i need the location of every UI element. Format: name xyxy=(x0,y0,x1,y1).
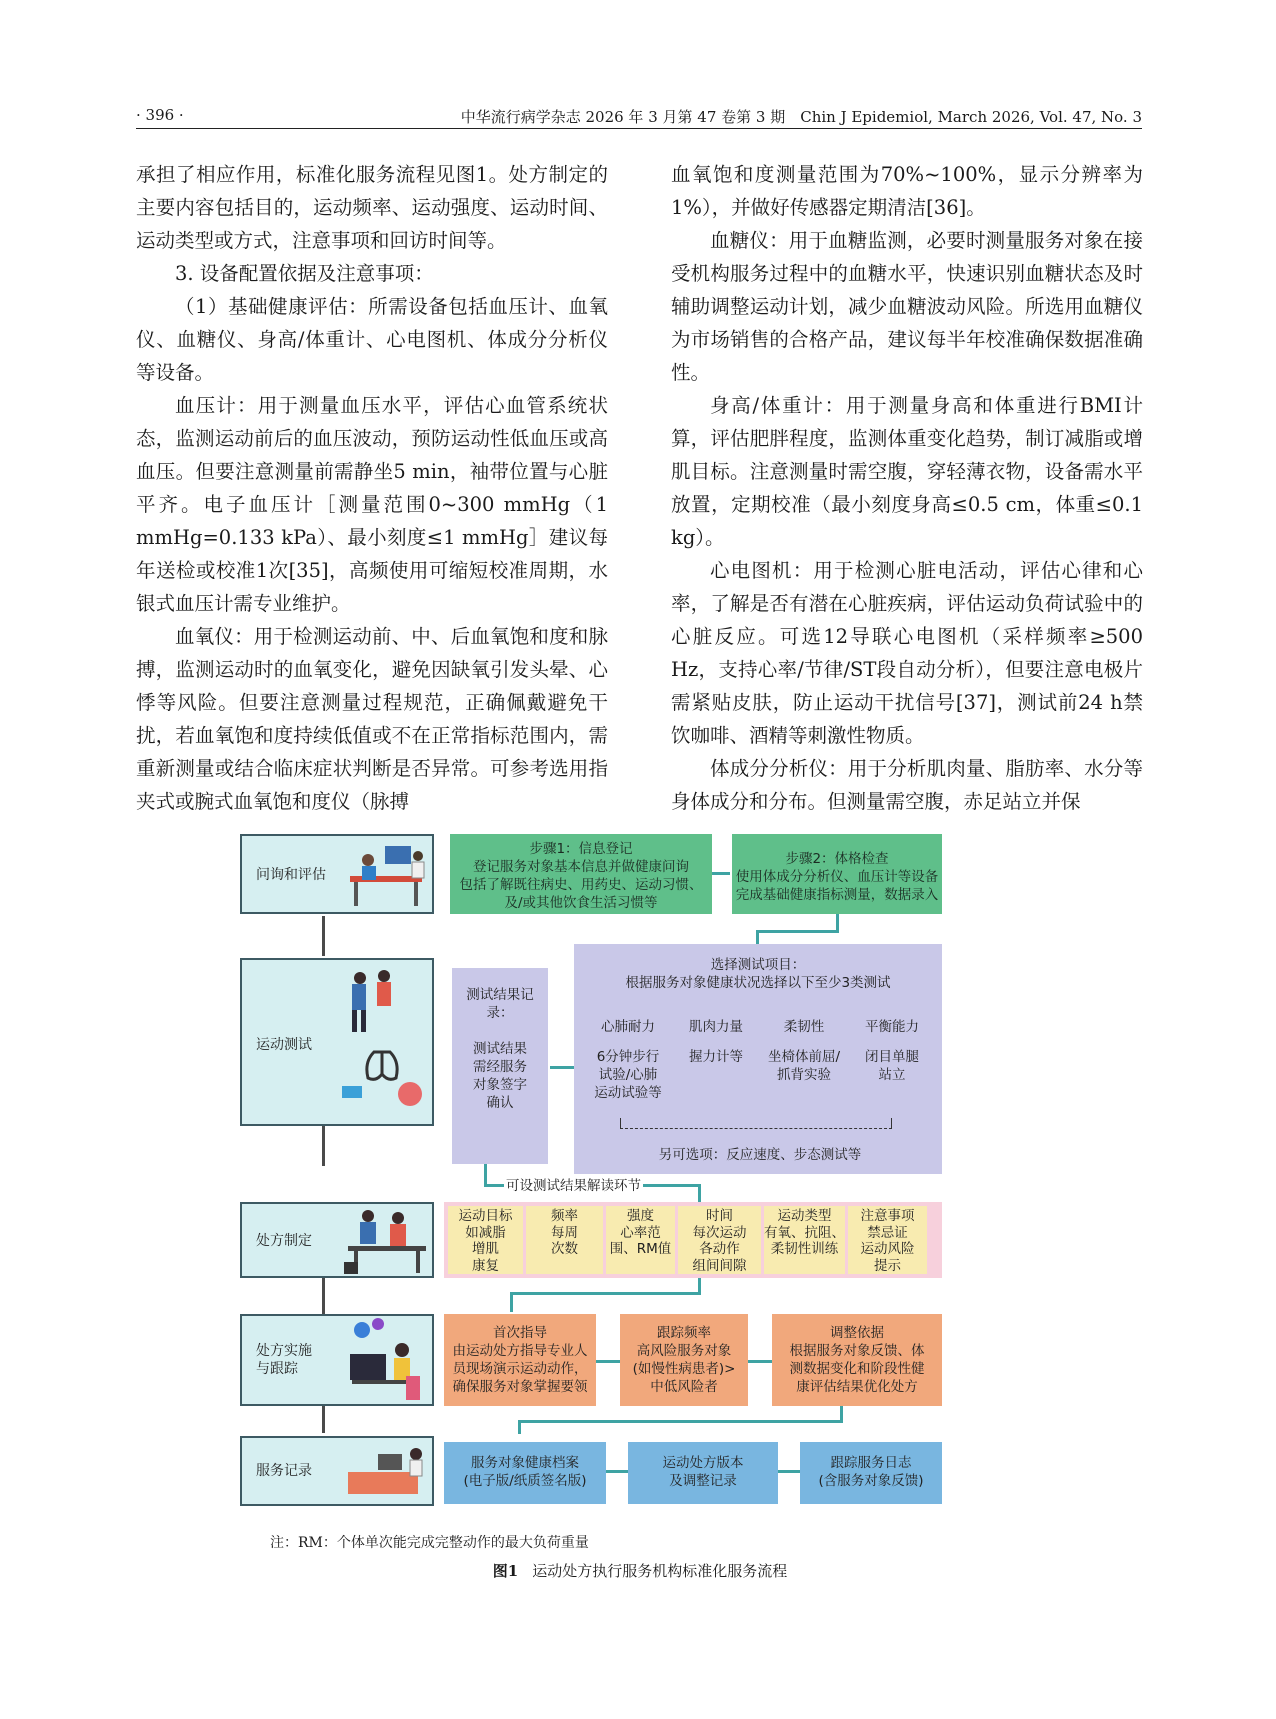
test-category xyxy=(848,1018,936,1084)
prescription-item: 注意事项 禁忌证 运动风险 提示 xyxy=(848,1206,927,1274)
stage-exercise-test xyxy=(240,958,434,1126)
step2-physical-exam: 步骤2：体格检查 使用体成分分析仪、血压计等设备 完成基础健康指标测量，数据录入 xyxy=(732,834,942,914)
figure-note: 注：RM：个体单次能完成完整动作的最大负荷重量 xyxy=(270,1535,589,1551)
test-category-name: 平衡能力 xyxy=(865,1019,919,1035)
implementation-icon xyxy=(342,1318,432,1406)
stage-implementation-tracking xyxy=(240,1314,434,1406)
interpret-note: 可设测试结果解读环节 xyxy=(504,1174,643,1194)
test-item: 坐椅体前屈/ 抓背实验 xyxy=(767,1049,841,1083)
test-item: 握力计等 xyxy=(689,1049,743,1065)
exercise-test-icon xyxy=(340,966,430,1116)
test-category-name: 心肺耐力 xyxy=(601,1019,655,1035)
test-result-record: 测试结果记录： 测试结果 需经服务 对象签字 确认 xyxy=(452,968,548,1164)
paragraph: 血压计：用于测量血压水平，评估心血管系统状态，监测运动前后的血压波动，预防运动性低血压或高血压。但要注意测量前需静坐5 min，袖带位置与心脏平齐。电子血压计［测量范围0~300 mmHg（1 mmHg=0.133 kPa）、最小刻度≤1 mmHg］建议每年送检或校准1次[35]，高频使用可缩短校准周期，水银式血压计需专业维护。 xyxy=(136,394,608,615)
test-item: 6分钟步行 试验/心肺 运动试验等 xyxy=(594,1049,662,1101)
paragraph: 身高/体重计：用于测量身高和体重进行BMI计算，评估肥胖程度，监测体重变化趋势，制订减脂或增肌目标。注意测量时需空腹，穿轻薄衣物，设备需水平放置，定期校准（最小刻度身高≤0.5 cm，体重≤0.1 kg）。 xyxy=(671,394,1143,549)
figure-caption: 图1 运动处方执行服务机构标准化服务流程 xyxy=(492,1562,788,1580)
record-item: 跟踪服务日志 (含服务对象反馈) xyxy=(800,1442,942,1504)
right-column xyxy=(671,158,1143,818)
stage-label: 运动测试 xyxy=(256,1037,312,1053)
implementation-step: 调整依据 根据服务对象反馈、体 测数据变化和阶段性健 康评估结果优化处方 xyxy=(772,1314,942,1406)
select-test-items: 选择测试项目： 根据服务对象健康状况选择以下至少3类测试 心肺耐力 6分钟步行 试验/心肺 运动试验等 肌肉力量 握力计等 柔韧性 坐椅体前屈/ 抓背实验 平衡能力 闭目单腿 站立 另可选项：反应速度、步态测试等 xyxy=(574,944,942,1174)
prescription-item: 强度 心率范 围、RM值 xyxy=(606,1206,675,1274)
prescription-item: 时间 每次运动 各动作 组间间隙 xyxy=(678,1206,761,1274)
test-category xyxy=(672,1018,760,1066)
paragraph: 3. 设备配置依据及注意事项： xyxy=(175,262,434,285)
stage-inquiry-assessment xyxy=(240,834,434,914)
stage-label: 处方实施 与跟踪 xyxy=(256,1343,312,1377)
test-category xyxy=(584,1018,672,1102)
paragraph: 承担了相应作用，标准化服务流程见图1。处方制定的主要内容包括目的，运动频率、运动强度、运动时间、运动类型或方式，注意事项和回访时间等。 xyxy=(136,163,608,252)
stage-label: 问询和评估 xyxy=(256,867,326,883)
prescription-contents xyxy=(444,1202,942,1278)
stage-service-record xyxy=(240,1436,434,1506)
stage-prescription xyxy=(240,1202,434,1278)
implementation-step: 首次指导 由运动处方指导专业人 员现场演示运动动作， 确保服务对象掌握要领 xyxy=(444,1314,596,1406)
figure-1-flowchart xyxy=(240,834,1040,1580)
test-category-name: 柔韧性 xyxy=(783,1019,825,1035)
paragraph: （1）基础健康评估：所需设备包括血压计、血氧仪、血糖仪、身高/体重计、心电图机、体成分分析仪等设备。 xyxy=(136,295,608,384)
left-column xyxy=(136,158,608,818)
paragraph: 血氧仪：用于检测运动前、中、后血氧饱和度和脉搏，监测运动时的血氧变化，避免因缺氧引发头晕、心悸等风险。但要注意测量过程规范，正确佩戴避免干扰，若血氧饱和度持续低值或不在正常指标范围内，需重新测量或结合临床症状判断是否异常。可参考选用指夹式或腕式血氧饱和度仪（脉搏 xyxy=(136,625,608,813)
running-header xyxy=(136,104,1142,129)
record-item: 运动处方版本 及调整记录 xyxy=(628,1442,778,1504)
test-item: 闭目单腿 站立 xyxy=(865,1049,919,1083)
prescription-item: 运动类型 有氧、抗阻、 柔韧性训练 xyxy=(764,1206,845,1274)
paragraph: 体成分分析仪：用于分析肌肉量、脂肪率、水分等身体成分和分布。但测量需空腹，赤足站立并保 xyxy=(671,757,1143,813)
paragraph: 血氧饱和度测量范围为70%~100%，显示分辨率为1%），并做好传感器定期清洁[36]。 xyxy=(671,163,1143,219)
test-category xyxy=(760,1018,848,1084)
optional-tests: 另可选项：反应速度、步态测试等 xyxy=(658,1147,862,1163)
prescription-item: 运动目标 如减脂 增肌 康复 xyxy=(448,1206,523,1274)
paragraph: 血糖仪：用于血糖监测，必要时测量服务对象在接受机构服务过程中的血糖水平，快速识别血糖状态及时辅助调整运动计划，减少血糖波动风险。所选用血糖仪为市场销售的合格产品，建议每半年校准确保数据准确性。 xyxy=(671,229,1143,384)
prescription-icon xyxy=(340,1208,430,1276)
stage-label: 服务记录 xyxy=(256,1463,312,1479)
service-record-icon xyxy=(338,1442,430,1504)
journal-info: 中华流行病学杂志 2026 年 3 月第 47 卷第 3 期 Chin J Epidemiol, March 2026, Vol. 47, No. 3 xyxy=(460,108,1142,126)
page-number: · 396 · xyxy=(136,106,184,124)
consultation-icon xyxy=(340,842,430,910)
stage-label: 处方制定 xyxy=(256,1233,312,1249)
prescription-item: 频率 每周 次数 xyxy=(526,1206,603,1274)
record-item: 服务对象健康档案 (电子版/纸质签名版) xyxy=(444,1442,606,1504)
test-category-name: 肌肉力量 xyxy=(689,1019,743,1035)
implementation-step: 跟踪频率 高风险服务对象 (如慢性病患者)> 中低风险者 xyxy=(620,1314,748,1406)
paragraph: 心电图机：用于检测心脏电活动，评估心律和心率，了解是否有潜在心脏疾病，评估运动负荷试验中的心脏反应。可选12导联心电图机（采样频率≥500 Hz，支持心率/节律/ST段自动分析），但要注意电极片需紧贴皮肤，防止运动干扰信号[37]，测试前24 h禁饮咖啡、酒精等刺激性物质。 xyxy=(671,559,1143,747)
step1-info-registration: 步骤1：信息登记 登记服务对象基本信息并做健康问询 包括了解既往病史、用药史、运动习惯、 及/或其他饮食生活习惯等 xyxy=(450,834,712,914)
